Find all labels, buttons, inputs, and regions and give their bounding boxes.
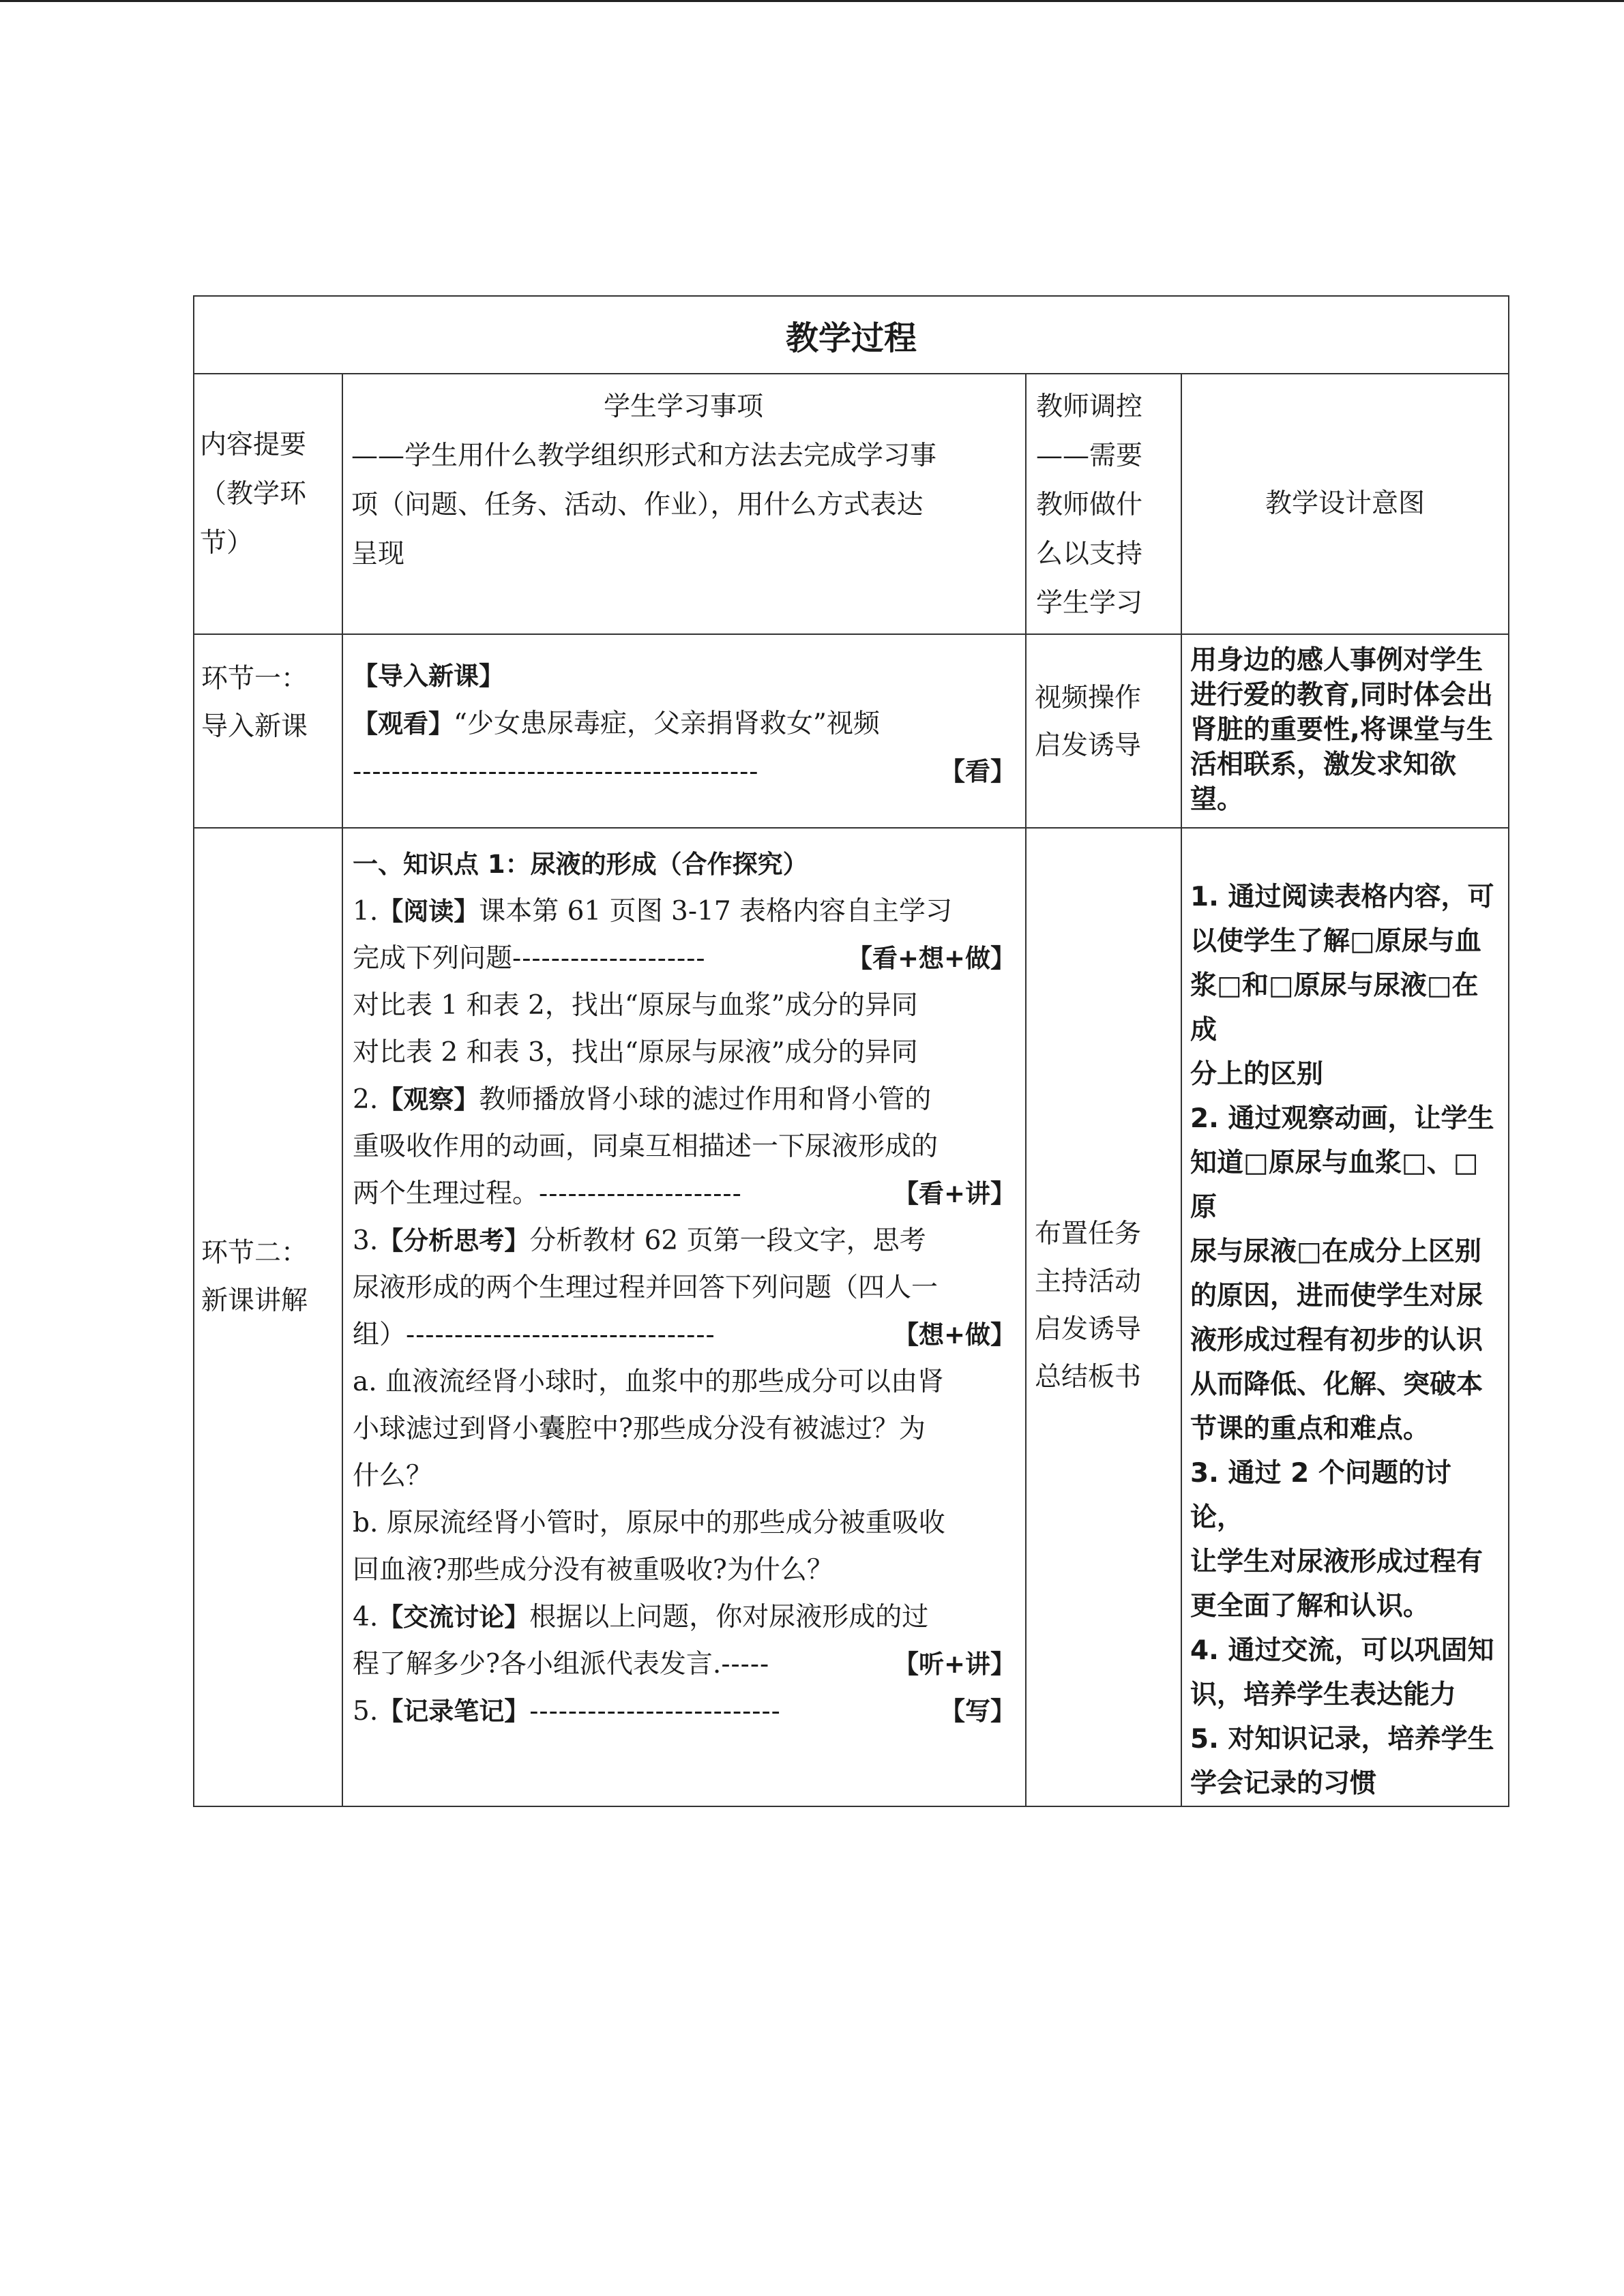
title-row bbox=[194, 296, 1509, 374]
step-3-action-line: 组）-------------------------------- 【想+做】 bbox=[353, 1320, 1016, 1350]
section-row-lecture bbox=[194, 828, 1509, 1806]
header-content-outline: 内容提要 （教学环 节） bbox=[194, 374, 342, 634]
step-4-line: 4.【交流讨论】根据以上问题，你对尿液形成的过 bbox=[353, 1602, 929, 1632]
step-1-line: 1.【阅读】课本第 61 页图 3-17 表格内容自主学习 bbox=[353, 896, 953, 927]
student-activities-cell: 一、知识点 1：尿液的形成（合作探究） 1.【阅读】课本第 61 页图 3-17 表格内容自主学习 完成下列问题-------------------- 【看+想+做】 对比表 1 和表 2，找出“原尿与血浆”成分的异同 对比表 2 和表 3，找出“原尿与尿液”成分的异同 2.【观察】教师播放肾小球的滤过作用和肾小管的 重吸收作用的动画，同桌互相描述一下尿液形成的 两个生理过程。--------------------- 【看+讲】 3.【分析思考】分析教材 62 页第一段文字，思考 尿液形成的两个生理过程并回答下列问题（四人一 组）-------------------------------- 【想+做】 a. 血液流经肾小球时，血浆中的那些成分可以由肾 小球滤过到肾小囊腔中?那些成分没有被滤过？为 什么？ b. 原尿流经肾小管时，原尿中的那些成分被重吸收 回血液?那些成分没有被重吸收?为什么？ 4.【交流讨论】根据以上问题，你对尿液形成的过 程了解多少?各小组派代表发言.----- 【听+讲】 5.【记录笔记】-------------------------- 【写】 bbox=[342, 828, 1026, 1806]
table-title-cell bbox=[194, 296, 1509, 374]
page-top-border bbox=[0, 0, 1624, 2]
compare-line-2: 对比表 2 和表 3，找出“原尿与尿液”成分的异同 bbox=[353, 1037, 918, 1068]
step-5-line: 5.【记录笔记】-------------------------- 【写】 bbox=[353, 1696, 1016, 1727]
step-2-action-line: 两个生理过程。--------------------- 【看+讲】 bbox=[353, 1178, 1016, 1209]
section-label: 环节一： 导入新课 bbox=[194, 634, 342, 828]
header-design-intent: 教学设计意图 bbox=[1181, 374, 1509, 634]
step-2-line: 2.【观察】教师播放肾小球的滤过作用和肾小管的 bbox=[353, 1084, 932, 1115]
watch-action-line: ------------------------------------------ 【看】 bbox=[353, 756, 1016, 787]
header-teacher-control: 教师调控 ——需要 教师做什 么以支持 学生学习 bbox=[1026, 374, 1181, 634]
watch-line: 【观看】“少女患尿毒症，父亲捐肾救女”视频 bbox=[353, 709, 880, 739]
design-intent-cell: 用身边的感人事例对学生 进行爱的教育,同时体会出 肾脏的重要性,将课堂与生 活相联系，激发求知欲 望。 bbox=[1181, 634, 1509, 828]
header-row bbox=[194, 374, 1509, 634]
teaching-process-table bbox=[193, 295, 1509, 1807]
question-b: b. 原尿流经肾小管时，原尿中的那些成分被重吸收 回血液?那些成分没有被重吸收?为什么？ bbox=[353, 1508, 945, 1585]
step-1-action-line: 完成下列问题-------------------- 【看+想+做】 bbox=[353, 943, 1016, 974]
section-row-intro bbox=[194, 634, 1509, 828]
step-4-action-line: 程了解多少?各小组派代表发言.----- 【听+讲】 bbox=[353, 1649, 1016, 1680]
compare-line-1: 对比表 1 和表 2，找出“原尿与血浆”成分的异同 bbox=[353, 990, 918, 1021]
table-title: 教学过程 bbox=[786, 318, 917, 357]
teacher-control-cell: 视频操作 启发诱导 bbox=[1026, 634, 1181, 828]
section-label: 环节二： 新课讲解 bbox=[194, 828, 342, 1806]
question-a: a. 血液流经肾小球时，血浆中的那些成分可以由肾 小球滤过到肾小囊腔中?那些成分没有被滤过？为 什么？ bbox=[353, 1367, 945, 1491]
knowledge-point-heading: 一、知识点 1：尿液的形成（合作探究） bbox=[353, 850, 808, 879]
header-student-activities: 学生学习事项 ——学生用什么教学组织形式和方法去完成学习事 项（问题、任务、活动、作业），用什么方式表达 呈现 bbox=[342, 374, 1026, 634]
teacher-control-cell: 布置任务 主持活动 启发诱导 总结板书 bbox=[1026, 828, 1181, 1806]
design-intent-cell: 1. 通过阅读表格内容，可 以使学生了解□原尿与血 浆□和□原尿与尿液□在成 分上的区别 2. 通过观察动画，让学生 知道□原尿与血浆□、□原 尿与尿液□在成分上区别 的原因，进而使学生对尿 液形成过程有初步的认识 从而降低、化解、突破本 节课的重点和难点。 3. 通过 2 个问题的讨论， 让学生对尿液形成过程有 更全面了解和认识。 4. 通过交流，可以巩固知 识，培养学生表达能力 5. 对知识记录，培养学生 学会记录的习惯 bbox=[1181, 828, 1509, 1806]
intro-heading: 【导入新课】 bbox=[353, 661, 504, 691]
step-3-line: 3.【分析思考】分析教材 62 页第一段文字，思考 bbox=[353, 1225, 926, 1256]
student-activities-cell bbox=[342, 634, 1026, 828]
